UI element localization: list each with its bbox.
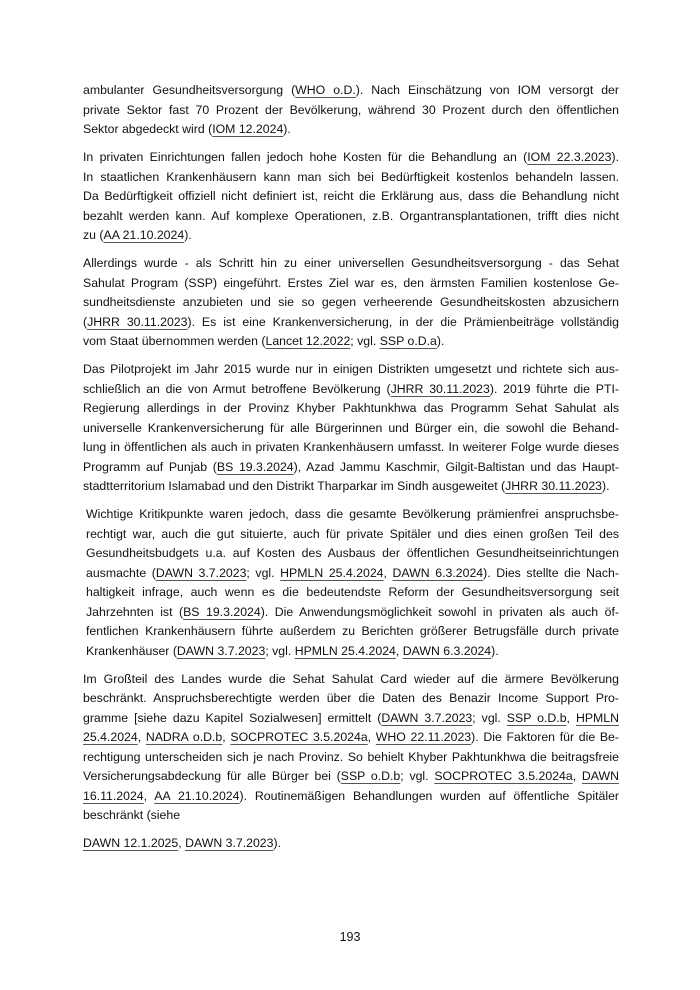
text-line xyxy=(83,360,619,380)
citation-link[interactable]: 25.4.2024 xyxy=(83,730,138,744)
text-run: vom Staat übernommen werden ( xyxy=(83,334,266,348)
text-run: Da Bedürftigkeit offiziell nicht definiert ist, reicht die Erklärung aus, dass die Behandlung nicht xyxy=(83,189,619,203)
text-line xyxy=(83,709,619,729)
text-line xyxy=(86,505,619,525)
text-line xyxy=(83,81,619,101)
citation-link[interactable]: JHRR 30.11.2023 xyxy=(87,314,188,329)
text-run: ). Dies stellte die Nach- xyxy=(483,565,619,580)
text-line xyxy=(83,670,619,690)
text-run: ). xyxy=(283,122,291,136)
text-run: beschränkt (siehe xyxy=(83,808,181,822)
citation-link[interactable]: NADRA o.D.b xyxy=(145,730,223,744)
text-run: ( xyxy=(83,314,88,329)
text-run: ). Die Anwendungsmöglichkeit sowohl in privaten als auch öf- xyxy=(260,604,620,619)
text-line xyxy=(83,477,619,497)
text-run: Sahulat Program (SSP) eingeführt. Erstes Ziel war es, den ärmsten Familien kostenlose Ge- xyxy=(83,275,619,290)
text-run: , xyxy=(566,710,576,725)
text-run: zu ( xyxy=(83,228,104,242)
paragraph xyxy=(83,148,619,246)
text-line xyxy=(83,380,619,400)
text-line xyxy=(83,419,619,439)
text-line xyxy=(83,226,619,246)
text-run: ). xyxy=(611,150,619,164)
text-line xyxy=(86,564,619,584)
paragraph xyxy=(83,81,619,140)
text-line xyxy=(83,748,619,768)
text-run: , xyxy=(395,643,403,658)
citation-link[interactable]: WHO o.D. xyxy=(295,83,356,97)
text-line xyxy=(83,458,619,478)
text-run: , xyxy=(367,730,376,744)
text-run: Krankenhäuser ( xyxy=(86,643,177,658)
text-run: rechtigung unterscheiden sich je nach Provinz. So behielt Khyber Pakhtunkhwa die beitragsfreie xyxy=(83,749,619,764)
text-run: ). Routinemäßigen Behandlungen wurden auf öffentliche Spitäler xyxy=(239,788,619,803)
text-line xyxy=(83,207,619,227)
text-run: , xyxy=(143,788,155,803)
text-run: Programm auf Punjab ( xyxy=(83,459,217,474)
text-run: ). xyxy=(184,228,192,242)
text-line xyxy=(83,806,619,826)
text-run: ). xyxy=(273,836,282,850)
citation-link[interactable]: 16.11.2024 xyxy=(83,788,144,803)
text-line xyxy=(83,148,619,168)
text-run: sundheitsdienste anzubieten und sie so gegen verheerende Gesundheitskosten abzusichern xyxy=(83,295,619,309)
citation-link[interactable]: DAWN 6.3.2024 xyxy=(402,643,492,658)
text-run: gramme [siehe dazu Kapitel Sozialwesen] ermittelt ( xyxy=(83,710,382,725)
text-run: universelle Krankenversicherung für alle Bürgerinnen und Bürger ein, die sowohl die Behand- xyxy=(83,420,619,435)
citation-link[interactable]: DAWN xyxy=(581,769,619,783)
text-line xyxy=(83,313,619,333)
text-line xyxy=(83,399,619,419)
text-line xyxy=(83,293,619,313)
citation-link[interactable]: BS 19.3.2024 xyxy=(183,604,261,619)
text-run: ausmachte ( xyxy=(86,565,156,580)
text-run: private Sektor fast 70 Prozent der Bevölkerung, während 30 Prozent durch den öffentlichen xyxy=(83,102,619,117)
text-run: ). xyxy=(491,643,499,658)
text-run: ). xyxy=(602,479,610,493)
text-line xyxy=(86,622,619,642)
text-run: Allerdings wurde - als Schritt hin zu einer universellen Gesundheitsversorgung - das Sehat xyxy=(83,256,619,270)
text-line xyxy=(83,120,619,140)
text-run: bezahlt werden kann. Auf komplexe Operationen, z.B. Organtransplantationen, trifft dies nicht xyxy=(83,208,619,223)
text-run: ; vgl. xyxy=(400,769,435,783)
citation-link[interactable]: SOCPROTEC 3.5.2024a xyxy=(230,730,368,744)
citation-link[interactable]: DAWN 3.7.2023 xyxy=(185,836,274,850)
text-line xyxy=(83,168,619,188)
text-run: ; vgl. xyxy=(350,334,380,348)
text-line xyxy=(86,583,619,603)
citation-link[interactable]: Lancet 12.2022 xyxy=(265,334,351,348)
citation-link[interactable]: HPMLN xyxy=(575,710,619,725)
text-run: , xyxy=(383,565,393,580)
text-line xyxy=(83,728,619,748)
citation-link[interactable]: AA 21.10.2024 xyxy=(103,228,185,242)
citation-link[interactable]: DAWN 3.7.2023 xyxy=(155,565,247,580)
text-line xyxy=(83,767,619,787)
citation-link[interactable]: JHRR 30.11.2023 xyxy=(390,381,490,396)
citation-link[interactable]: BS 19.3.2024 xyxy=(216,459,294,474)
text-run: In privaten Einrichtungen fallen jedoch hohe Kosten für die Behandlung an ( xyxy=(83,150,528,164)
text-line xyxy=(83,689,619,709)
text-run: Sektor abgedeckt wird ( xyxy=(83,122,213,136)
text-line xyxy=(83,834,619,854)
text-run: ). Es ist eine Krankenversicherung, in der die Prämienbeiträge vollständig xyxy=(187,314,619,329)
paragraph xyxy=(83,360,619,497)
paragraph xyxy=(83,254,619,352)
text-run: ), Azad Jammu Kaschmir, Gilgit-Baltistan und das Haupt- xyxy=(293,459,619,474)
citation-link[interactable]: HPMLN 25.4.2024 xyxy=(280,565,384,580)
text-run: beschränkt. Anspruchsberechtigte werden über die Daten des Benazir Income Support Pro- xyxy=(83,691,619,705)
document-body xyxy=(83,81,619,862)
text-line xyxy=(83,438,619,458)
citation-link[interactable]: HPMLN 25.4.2024 xyxy=(294,643,396,658)
text-run: Jahrzehnten ist ( xyxy=(86,604,184,619)
text-run: ; vgl. xyxy=(472,710,507,725)
text-run: fentlichen Krankenhäusern führte außerdem zu Berichten größerer Betrugsfälle durch private xyxy=(86,624,619,638)
citation-link[interactable]: WHO 22.11.2023 xyxy=(375,730,472,744)
text-line xyxy=(86,642,619,662)
text-line xyxy=(83,274,619,294)
text-run: ). 2019 führte die PTI- xyxy=(489,381,619,396)
text-line xyxy=(83,332,619,352)
citation-link[interactable]: DAWN 12.1.2025 xyxy=(83,836,179,850)
text-run: ; vgl. xyxy=(246,565,281,580)
text-run: haltigkeit infrage, auch wenn es die bedeutendste Reform der Gesundheitsversorgung seit xyxy=(86,585,619,599)
citation-link[interactable]: IOM 12.2024 xyxy=(212,122,284,136)
text-run: ). Nach Einschätzung von IOM versorgt der xyxy=(355,83,619,97)
citation-link[interactable]: IOM 22.3.2023 xyxy=(527,150,612,164)
text-run: rechtigt war, auch die gut situierte, auch für private Spitäler und dies einen großen Teil des xyxy=(86,526,619,541)
text-line xyxy=(83,187,619,207)
citation-link[interactable]: SSP o.D.b xyxy=(340,769,401,783)
text-run: , xyxy=(178,836,186,850)
text-run: , xyxy=(222,730,231,744)
text-run: Wichtige Kritikpunkte waren jedoch, dass die gesamte Bevölkerung prämienfrei anspruchsbe- xyxy=(86,507,619,521)
citation-link[interactable]: SOCPROTEC 3.5.2024a xyxy=(434,769,573,783)
text-line xyxy=(83,101,619,121)
text-run: ambulanter Gesundheitsversorgung ( xyxy=(83,83,296,97)
paragraph xyxy=(83,834,619,854)
text-run: Im Großteil des Landes wurde die Sehat Sahulat Card wieder auf die ärmere Bevölkerung xyxy=(83,671,619,686)
citation-link[interactable]: JHRR 30.11.2023 xyxy=(505,479,602,493)
text-line xyxy=(86,544,619,564)
text-line xyxy=(86,525,619,545)
text-run: ; vgl. xyxy=(265,643,295,658)
text-run: lung in öffentlichen als auch in privaten Krankenhäusern umfasst. In weiterer Folge wurde dieses xyxy=(83,440,619,454)
text-run: , xyxy=(572,769,582,783)
text-run: schließlich an die von Armut betroffene Bevölkerung ( xyxy=(83,381,391,396)
text-line xyxy=(83,254,619,274)
text-run: , xyxy=(137,730,146,744)
text-run: ). Die Faktoren für die Be- xyxy=(471,730,619,744)
citation-link[interactable]: DAWN 3.7.2023 xyxy=(381,710,473,725)
text-run: Regierung allerdings in der Provinz Khyber Pakhtunkhwa das Programm Sehat Sahulat als xyxy=(83,401,619,415)
citation-link[interactable]: SSP o.D.b xyxy=(506,710,567,725)
paragraph xyxy=(86,505,619,661)
text-run: In staatlichen Krankenhäusern kann man sich bei Bedürftigkeit kostenlos behandeln lassen. xyxy=(83,169,619,184)
text-line xyxy=(83,787,619,807)
citation-link[interactable]: DAWN 3.7.2023 xyxy=(176,643,266,658)
text-run: Versicherungsabdeckung für alle Bürger bei ( xyxy=(83,769,341,783)
text-run: Gesundheitsbudgets u.a. auf Kosten des Ausbaus der öffentlichen Gesundheitseinrichtungen xyxy=(86,546,619,560)
paragraph xyxy=(83,670,619,826)
citation-link[interactable]: DAWN 6.3.2024 xyxy=(392,565,484,580)
text-run: Das Pilotprojekt im Jahr 2015 wurde nur in einigen Distrikten umgesetzt und richtete sich aus- xyxy=(83,362,619,376)
citation-link[interactable]: AA 21.10.2024 xyxy=(154,788,240,803)
text-run: stadtterritorium Islamabad und den Distrikt Tharparkar im Sindh ausgeweitet ( xyxy=(83,479,506,493)
text-line xyxy=(86,603,619,623)
citation-link[interactable]: SSP o.D.a xyxy=(379,334,437,348)
text-run: ). xyxy=(436,334,445,348)
page-number: 193 xyxy=(339,930,361,944)
